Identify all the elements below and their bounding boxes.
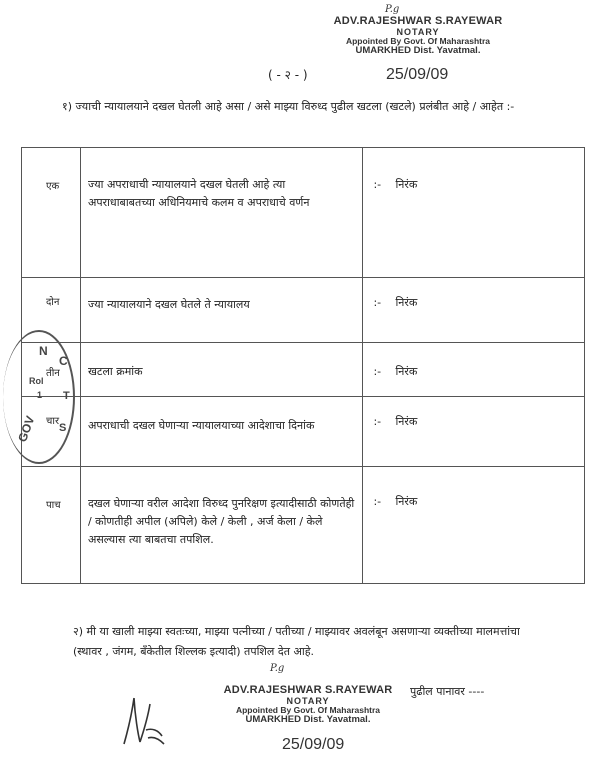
notary-name: ADV.RAJESHWAR S.RAYEWAR	[333, 15, 503, 27]
row-value-text: निरंक	[395, 178, 418, 191]
section-1-number: १)	[62, 100, 73, 113]
table-row	[22, 343, 585, 397]
table-row	[22, 278, 585, 343]
row-value	[363, 467, 585, 584]
row-label: चार	[22, 397, 81, 467]
table-row	[22, 397, 585, 467]
row-value-text: निरंक	[395, 296, 418, 309]
row-colon: :-	[373, 415, 382, 428]
section-2-text: मी या खाली माझ्या स्वतःच्या, माझ्या पत्नीच्या / पतीच्या / माझ्यावर अवलंबून असणाऱ्या व्यक्तीच्या मालमत्तांचा (स्थावर , जंगम, बँकेतील शिल्लक इत्यादी) तपशिल देत आहे.	[73, 625, 520, 658]
row-value-text: निरंक	[395, 365, 418, 378]
table-row	[22, 148, 585, 278]
next-page-note: पुढील पानावर ----	[410, 685, 485, 698]
section-1-text: ज्याची न्यायालयाने दखल घेतली आहे असा / असे माझ्या विरुध्द पुढील खटला (खटले) प्रलंबीत आहे / आहेत :-	[75, 100, 515, 113]
seal-letter: Rol	[29, 376, 44, 386]
case-details-table	[21, 147, 585, 584]
notary-appointed: Appointed By Govt. Of Maharashtra	[235, 704, 381, 715]
row-value	[363, 397, 585, 467]
row-description: खटला क्रमांक	[80, 343, 363, 397]
seal-letter: GOV	[15, 414, 38, 444]
notary-title: NOTARY	[396, 26, 440, 37]
notary-name: ADV.RAJESHWAR S.RAYEWAR	[223, 684, 393, 696]
court-seal	[3, 330, 75, 464]
stamp-initial: P.g	[385, 4, 400, 15]
notary-place: UMARKHED Dist. Yavatmal.	[355, 44, 481, 56]
signature	[118, 690, 168, 750]
seal-letter: C	[59, 354, 68, 368]
row-label: दोन	[22, 278, 81, 343]
notary-stamp-top	[332, 16, 504, 56]
row-value	[363, 278, 585, 343]
row-colon: :-	[373, 178, 382, 191]
notary-date: 25/09/09	[386, 66, 449, 83]
section-2	[73, 622, 543, 662]
row-value	[363, 148, 585, 278]
row-colon: :-	[373, 296, 382, 309]
row-value	[363, 343, 585, 397]
row-value-text: निरंक	[395, 415, 418, 428]
notary-appointed: Appointed By Govt. Of Maharashtra	[345, 35, 491, 46]
seal-letter: 1	[37, 390, 43, 400]
row-label: पाच	[22, 467, 81, 584]
seal-letter: T	[63, 390, 70, 402]
row-label: एक	[22, 148, 81, 278]
page-number: ( - २ - )	[268, 68, 308, 82]
stamp-initial: P.g	[270, 663, 285, 674]
section-1	[62, 98, 552, 115]
seal-letter: N	[39, 344, 48, 358]
row-value-text: निरंक	[395, 495, 418, 508]
notary-title: NOTARY	[286, 695, 330, 706]
row-label: तीन	[22, 343, 81, 397]
row-description: अपराधाची दखल घेणाऱ्या न्यायालयाच्या आदेशाचा दिनांक	[80, 397, 363, 467]
row-colon: :-	[373, 495, 382, 508]
seal-letter: S	[59, 422, 67, 434]
notary-date: 25/09/09	[282, 736, 345, 753]
row-description: ज्या न्यायालयाने दखल घेतले ते न्यायालय	[80, 278, 363, 343]
notary-stamp-bottom	[222, 685, 394, 725]
row-description: ज्या अपराधाची न्यायालयाने दखल घेतली आहे त्या अपराधाबाबतच्या अधिनियमाचे कलम व अपराधाचे वर्णन	[80, 148, 363, 278]
row-description: दखल घेणाऱ्या वरील आदेशा विरुध्द पुनरिक्षण इत्यादीसाठी कोणतेही / कोणतीही अपील (अपिले) केले / केली , अर्ज केला / केले असल्यास त्या बाबतचा तपशिल.	[80, 467, 363, 584]
row-colon: :-	[373, 365, 382, 378]
notary-place: UMARKHED Dist. Yavatmal.	[245, 713, 371, 725]
table-row	[22, 467, 585, 584]
section-2-number: २)	[73, 625, 84, 638]
